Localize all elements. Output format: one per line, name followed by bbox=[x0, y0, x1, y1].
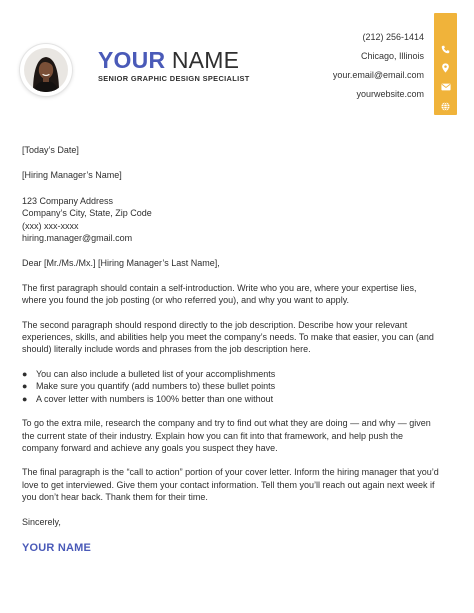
letter-body bbox=[22, 144, 442, 554]
address-line: hiring.manager@gmail.com bbox=[22, 233, 133, 244]
address-line: 123 Company Address bbox=[22, 195, 114, 206]
phone-icon bbox=[434, 43, 457, 55]
list-item bbox=[22, 380, 442, 392]
paragraph-call-to-action: The final paragraph is the “call to action” portion of your cover letter. Inform the hiring manager that you’d love to get interviewed. Give them your contact information. Tell them you’ll reach out again next week if you don’t hear back. Thank them for their time. bbox=[22, 467, 439, 503]
address-line: Company’s City, State, Zip Code bbox=[22, 208, 152, 219]
header-name-block bbox=[98, 48, 250, 83]
profile-photo bbox=[24, 48, 68, 92]
accomplishment-list bbox=[22, 368, 442, 405]
contact-location: Chicago, Illinois bbox=[360, 51, 424, 61]
contact-email: your.email@email.com bbox=[332, 70, 424, 80]
contact-phone: (212) 256-1414 bbox=[362, 32, 424, 42]
globe-icon bbox=[434, 100, 457, 112]
closing: Sincerely, bbox=[22, 516, 61, 527]
list-item-text: You can also include a bulleted list of your accomplishments bbox=[36, 368, 276, 379]
job-title: SENIOR GRAPHIC DESIGN SPECIALIST bbox=[98, 74, 250, 83]
address-line: (xxx) xxx-xxxx bbox=[22, 220, 79, 231]
email-icon bbox=[434, 81, 457, 93]
paragraph-research: To go the extra mile, research the company and try to find out what they are doing — and why — given the current state of their industry. Explain how you can fit into that framework, and help push the company forward and achieve any goals you suspect they have. bbox=[22, 418, 431, 453]
bullet-icon: ● bbox=[22, 393, 28, 404]
first-name: YOUR bbox=[98, 47, 166, 73]
full-name bbox=[98, 48, 250, 72]
bullet-icon: ● bbox=[22, 368, 28, 379]
salutation: Dear [Mr./Ms./Mx.] [Hiring Manager’s Last Name], bbox=[22, 258, 220, 269]
contact-website: yourwebsite.com bbox=[356, 89, 424, 99]
signature-name: YOUR NAME bbox=[22, 541, 92, 554]
list-item-text: A cover letter with numbers is 100% better than one without bbox=[36, 393, 274, 404]
last-name: NAME bbox=[171, 47, 240, 73]
company-address-block bbox=[22, 195, 442, 245]
profile-photo-frame bbox=[20, 44, 72, 96]
list-item bbox=[22, 393, 442, 405]
letter-date: [Today’s Date] bbox=[22, 145, 79, 155]
list-item bbox=[22, 368, 442, 380]
location-pin-icon bbox=[434, 62, 457, 74]
list-item-text: Make sure you quantify (add numbers to) these bullet points bbox=[36, 381, 276, 392]
contact-icon-bar bbox=[434, 13, 457, 115]
paragraph-job-fit: The second paragraph should respond directly to the job description. Describe how your relevant experiences, skills, and abilities help you meet the company’s needs. To make that easier, you can (and should) literally include words and phrases from the job description here. bbox=[22, 319, 434, 355]
contact-info bbox=[333, 28, 424, 104]
bullet-icon: ● bbox=[22, 381, 28, 392]
hiring-manager-name: [Hiring Manager’s Name] bbox=[22, 170, 122, 181]
paragraph-intro: The first paragraph should contain a self-introduction. Write who you are, where your expertise lies, where you found the job posting (or who referred you), and why you want to apply. bbox=[22, 282, 417, 306]
